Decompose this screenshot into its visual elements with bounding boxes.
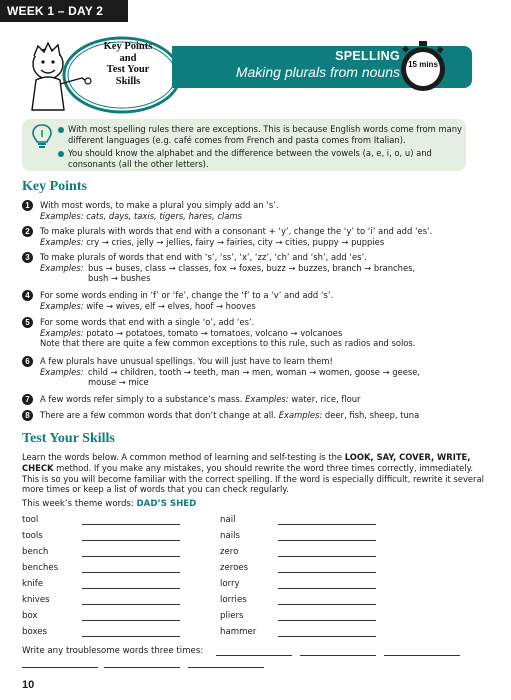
spelling-word: knives xyxy=(22,595,50,605)
examples-label: Examples: xyxy=(278,410,323,420)
lightbulb-icon xyxy=(30,122,54,150)
point-rule: A few words refer simply to a substance’s mass. xyxy=(40,394,243,404)
examples-text: potato → potatoes, tomato → tomatoes, volcano → volcanoes xyxy=(83,327,343,338)
point-rule: To make plurals of words that end with ‘s’, ‘ss’, ‘x’, ‘zz’, ‘ch’ and ‘sh’, add ‘es’. xyxy=(40,252,367,262)
point-number: 1 xyxy=(22,200,33,211)
note-text: Note that there are quite a few common exceptions to this rule, such as radios and solos. xyxy=(40,338,416,349)
point-number: 4 xyxy=(22,290,33,301)
tip-2: You should know the alphabet and the difference between the vowels (a, e, i, o, u) and consonants (all the other letters). xyxy=(68,148,463,169)
writing-line[interactable] xyxy=(278,636,376,637)
spelling-word: lorries xyxy=(220,595,247,605)
point-number: 8 xyxy=(22,410,33,421)
point-number: 6 xyxy=(22,356,33,367)
page-subtitle: Making plurals from nouns xyxy=(235,64,400,80)
intro-text: method. If you make any mistakes, you should rewrite the word three times correctly, immediately. This is so you will become familiar with the correct spelling. If the word is especially difficult, rewrite it several more times or keep a list of words that you can check regularly. xyxy=(22,462,484,495)
examples-text: cry → cries, jelly → jellies, fairy → fairies, city → cities, puppy → puppies xyxy=(83,236,385,247)
badge-line: Skills xyxy=(115,75,141,87)
writing-line[interactable] xyxy=(278,604,376,605)
spelling-word: zero xyxy=(220,547,239,557)
writing-line[interactable] xyxy=(278,524,376,525)
examples-text: deer, fish, sheep, tuna xyxy=(322,410,420,420)
spelling-word: tool xyxy=(22,515,39,525)
writing-line[interactable] xyxy=(82,620,180,621)
spelling-word: lorry xyxy=(220,579,240,589)
examples-label: Examples: xyxy=(40,262,84,273)
examples-label: Examples: xyxy=(40,300,84,311)
key-points-badge xyxy=(22,34,192,116)
writing-line[interactable] xyxy=(300,655,376,656)
page-title: SPELLING xyxy=(335,49,400,63)
examples-text: mouse → mice xyxy=(88,377,149,388)
writing-line[interactable] xyxy=(278,620,376,621)
spelling-word: nail xyxy=(220,515,236,525)
spelling-word: pliers xyxy=(220,611,244,621)
writing-line[interactable] xyxy=(384,655,460,656)
badge-line: Test Your xyxy=(106,64,150,75)
troublesome-words-label: Write any troublesome words three times: xyxy=(22,646,204,656)
examples-text: child → children, tooth → teeth, man → men, woman → women, goose → geese, xyxy=(88,366,421,377)
spelling-word: bench xyxy=(22,547,49,557)
point-number: 7 xyxy=(22,394,33,405)
writing-line[interactable] xyxy=(82,588,180,589)
writing-line[interactable] xyxy=(216,655,292,656)
spelling-word: nails xyxy=(220,531,240,541)
examples-text: cats, days, taxis, tigers, hares, clams xyxy=(83,210,242,221)
theme-value: DAD’S SHED xyxy=(136,499,197,509)
theme-words xyxy=(22,499,196,509)
writing-line[interactable] xyxy=(278,572,376,573)
test-skills-instructions xyxy=(22,452,488,495)
badge-line: and xyxy=(119,52,137,64)
badge-text xyxy=(92,41,164,87)
writing-line[interactable] xyxy=(188,667,264,668)
point-number: 3 xyxy=(22,252,33,263)
examples-text: water, rice, flour xyxy=(288,394,361,404)
week-day-tab: WEEK 1 – DAY 2 xyxy=(0,0,128,22)
point-rule: There are a few common words that don’t change at all. xyxy=(40,410,277,420)
writing-line[interactable] xyxy=(22,667,98,668)
writing-line[interactable] xyxy=(82,572,180,573)
timer-label: 15 mins xyxy=(408,60,438,69)
point-rule: To make plurals with words that end with a consonant + ‘y’, change the ‘y’ to ‘i’ and add ‘es’. xyxy=(40,226,433,236)
test-skills-heading: Test Your Skills xyxy=(22,431,115,446)
writing-line[interactable] xyxy=(82,524,180,525)
point-number: 5 xyxy=(22,317,33,328)
intro-text: Learn the words below. A common method of learning and self-testing is the xyxy=(22,452,345,462)
point-rule: A few plurals have unusual spellings. You will just have to learn them! xyxy=(40,356,333,366)
examples-label: Examples: xyxy=(40,210,84,221)
theme-label: This week’s theme words: xyxy=(22,499,137,509)
point-rule: For some words that end with a single ‘o’, add ‘es’. xyxy=(40,317,255,327)
point-rule: With most words, to make a plural you simply add an ‘s’. xyxy=(40,200,279,210)
examples-text: bus → buses, class → classes, fox → foxes, buzz → buzzes, branch → branches, xyxy=(88,262,416,273)
writing-line[interactable] xyxy=(82,604,180,605)
writing-line[interactable] xyxy=(104,667,180,668)
key-points-heading: Key Points xyxy=(22,179,87,194)
spelling-word: hammer xyxy=(220,627,257,637)
page-number: 10 xyxy=(22,679,35,691)
point-rule: For some words ending in ‘f’ or ‘fe’, change the ‘f’ to a ‘v’ and add ‘s’. xyxy=(40,290,334,300)
writing-line[interactable] xyxy=(278,540,376,541)
examples-label: Examples: xyxy=(245,394,289,404)
examples-label: Examples: xyxy=(40,366,84,377)
method-name: LOOK, SAY, COVER, WRITE, CHECK xyxy=(22,452,471,473)
examples-text: wife → wives, elf → elves, hoof → hooves xyxy=(83,300,256,311)
writing-line[interactable] xyxy=(278,588,376,589)
spelling-word: box xyxy=(22,611,38,621)
spelling-word: boxes xyxy=(22,627,48,637)
writing-line[interactable] xyxy=(82,636,180,637)
tip-1: With most spelling rules there are exceptions. This is because English words come from many different languages (e.g. café comes from French and pasta comes from Italian). xyxy=(68,124,463,145)
examples-label: Examples: xyxy=(40,327,84,338)
writing-line[interactable] xyxy=(82,540,180,541)
spelling-word: benches xyxy=(22,563,59,573)
writing-line[interactable] xyxy=(278,556,376,557)
writing-line[interactable] xyxy=(82,556,180,557)
examples-label: Examples: xyxy=(40,236,84,247)
badge-line: Key Points xyxy=(103,41,153,52)
spelling-word: knife xyxy=(22,579,44,589)
examples-text: bush → bushes xyxy=(88,273,151,284)
point-number: 2 xyxy=(22,226,33,237)
spelling-word: zeroes xyxy=(220,563,249,573)
spelling-word: tools xyxy=(22,531,43,541)
